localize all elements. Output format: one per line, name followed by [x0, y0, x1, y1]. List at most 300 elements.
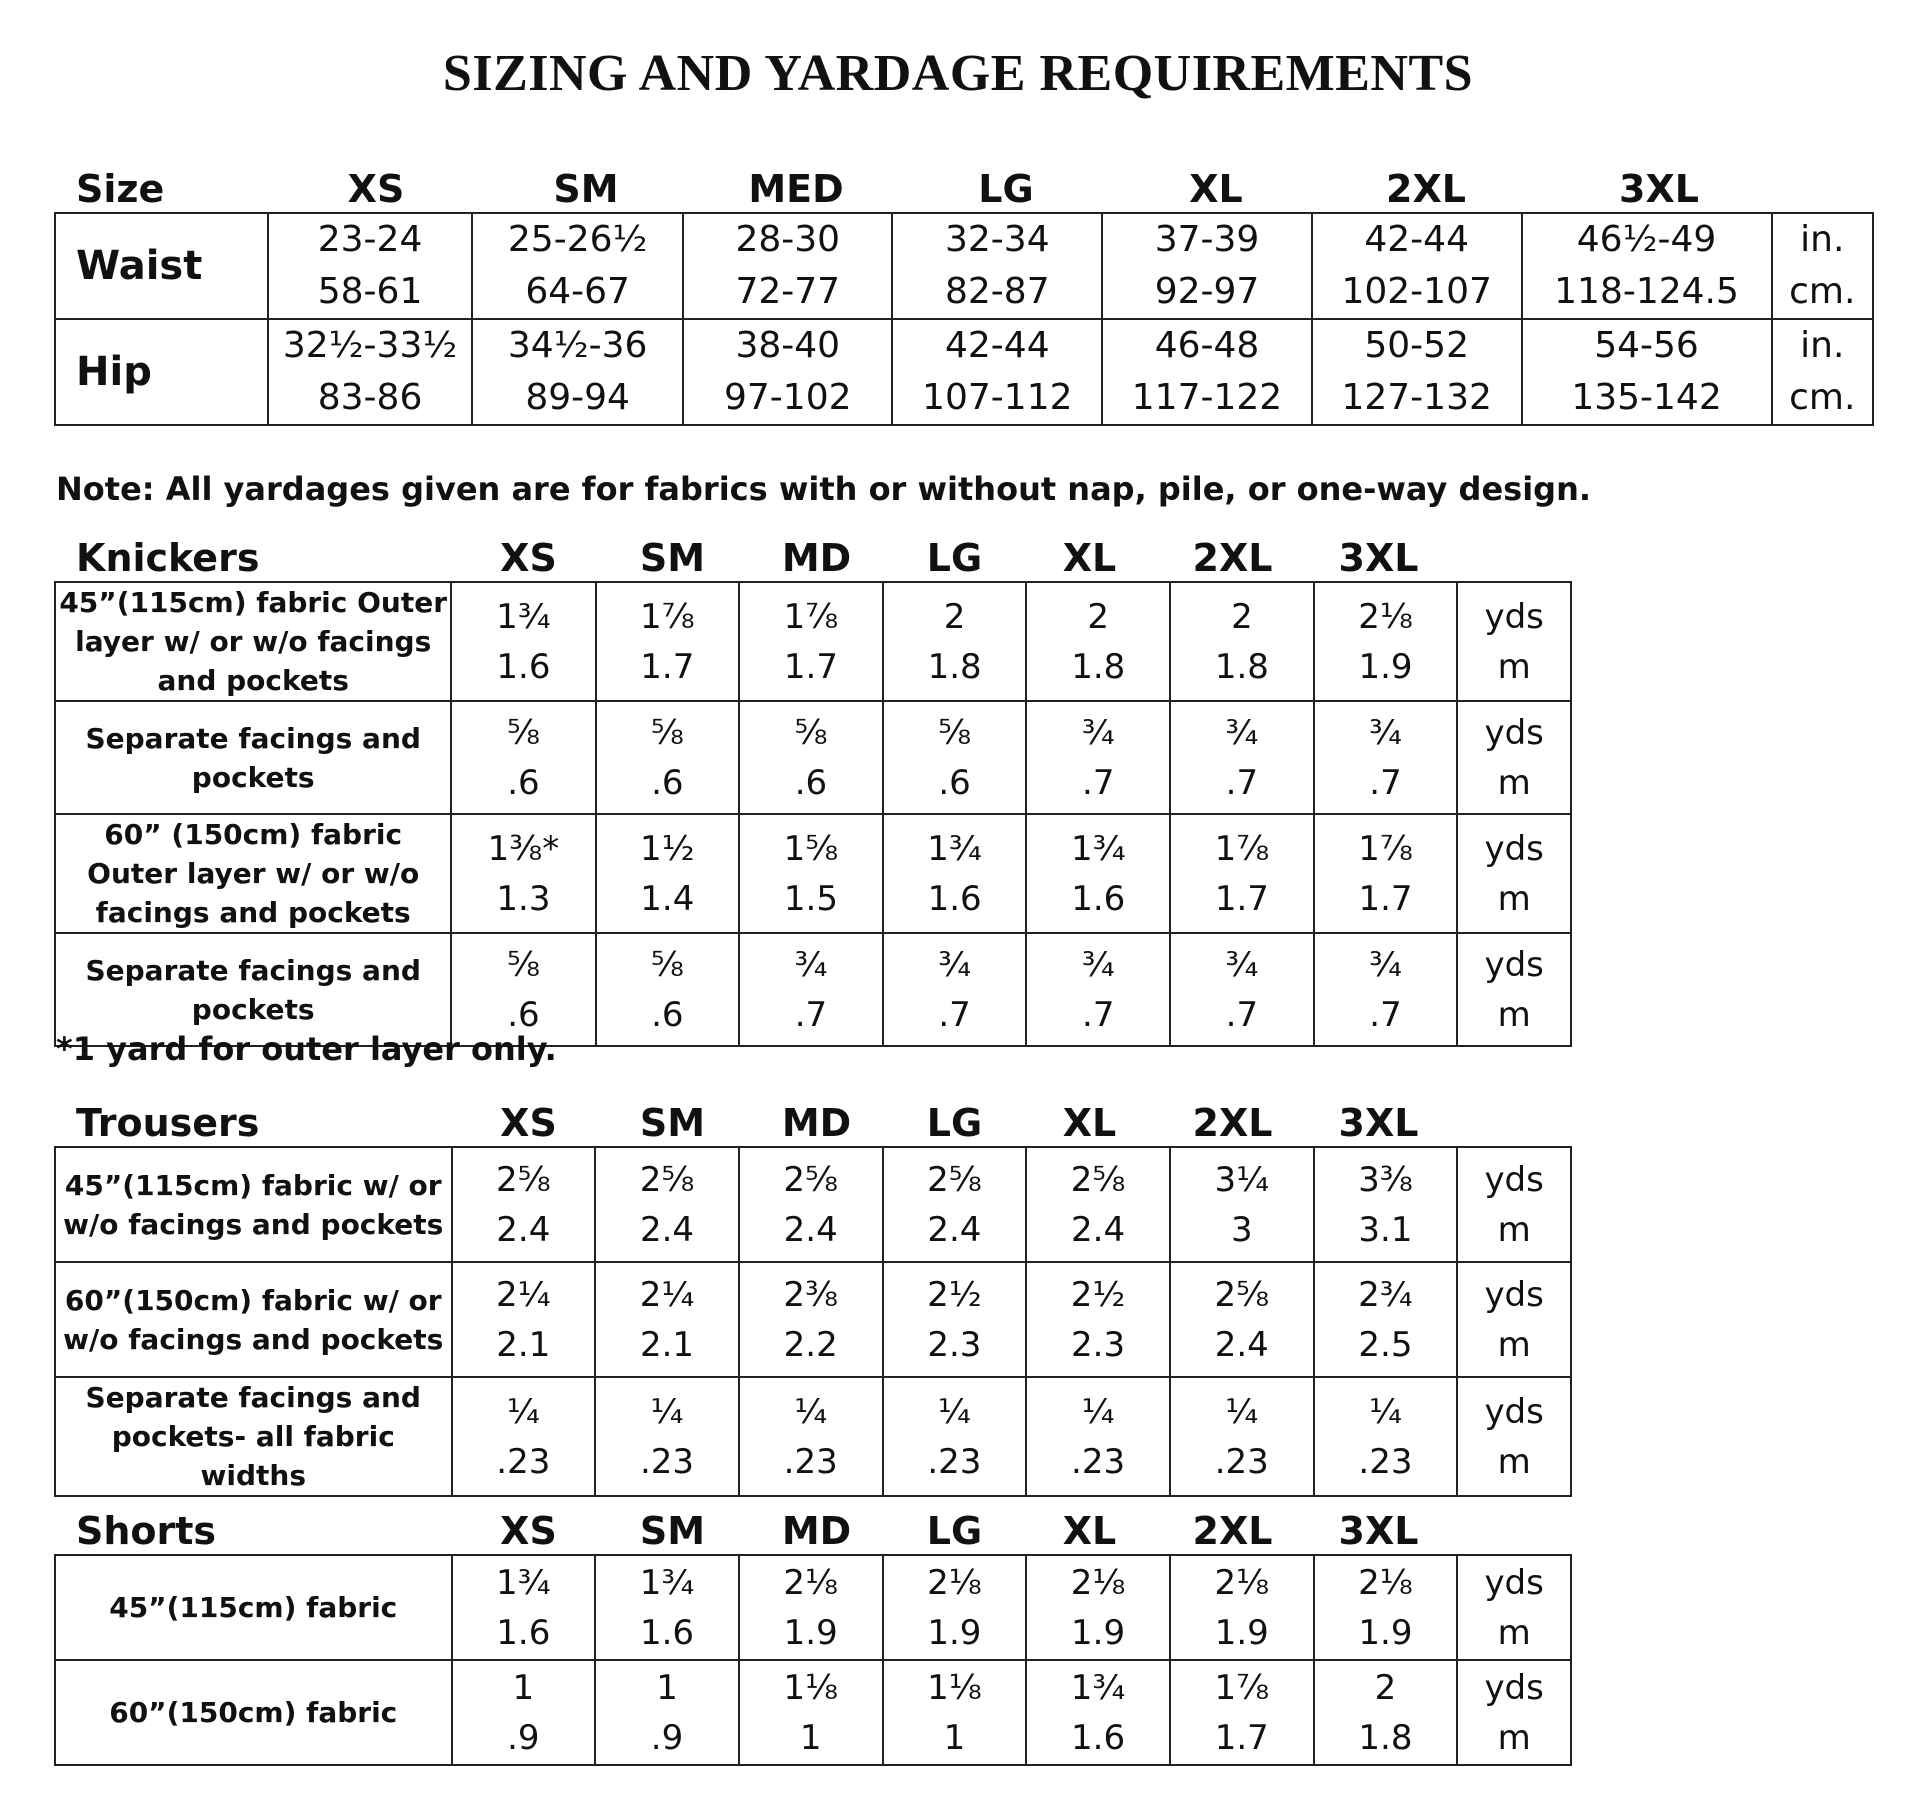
yards-value: ¾	[794, 944, 828, 985]
trousers-row-description: Separate facings and pockets- all fabric widths	[55, 1377, 452, 1496]
knickers-size-header: SM	[639, 536, 706, 580]
meters-value: 1.6	[927, 878, 982, 919]
trousers-label: Trousers	[76, 1101, 260, 1145]
meters-value: .7	[1082, 762, 1115, 803]
meters-value: .6	[507, 762, 540, 803]
page-title: SIZING AND YARDAGE REQUIREMENTS	[442, 45, 1474, 102]
unit-m: m	[1497, 878, 1531, 919]
unit-yds: yds	[1484, 1274, 1544, 1315]
sizing-cell: 58-61	[268, 266, 472, 319]
yards-value: 1⅞	[1358, 828, 1413, 869]
shorts-size-header: XL	[1062, 1509, 1117, 1553]
shorts-size-header: XS	[500, 1509, 557, 1553]
meters-value: 1.6	[496, 646, 551, 687]
knickers-unit-cell	[1457, 701, 1571, 814]
trousers-cell	[1170, 1377, 1314, 1496]
knickers-cell	[1314, 701, 1458, 814]
trousers-row	[55, 1262, 1571, 1377]
trousers-cell	[1170, 1147, 1314, 1262]
yards-value: ¾	[1369, 712, 1402, 753]
knickers-cell	[883, 582, 1027, 701]
knickers-cell	[883, 814, 1027, 933]
unit-m: m	[1497, 646, 1531, 687]
trousers-header	[54, 1097, 1574, 1149]
sizing-table	[54, 212, 1874, 426]
shorts-size-header: MD	[781, 1509, 852, 1553]
size-header-label: Size	[76, 167, 165, 211]
meters-value: .6	[651, 994, 684, 1035]
meters-value: .23	[639, 1441, 695, 1482]
trousers-unit-cell	[1457, 1377, 1571, 1496]
yards-value: 2	[1374, 1667, 1397, 1708]
unit-yds: yds	[1484, 712, 1544, 753]
shorts-row	[55, 1555, 1571, 1660]
sizing-cell: 38-40	[683, 319, 892, 372]
unit-m: m	[1497, 1324, 1531, 1365]
sizing-cell: 42-44	[892, 319, 1102, 372]
yards-value: 2⅛	[783, 1562, 839, 1603]
yards-value: 1½	[640, 828, 695, 869]
unit-m: m	[1497, 1209, 1531, 1250]
knickers-cell	[739, 933, 883, 1046]
sizing-row-label: Hip	[55, 319, 268, 425]
trousers-cell	[595, 1262, 739, 1377]
meters-value: 1.8	[927, 646, 982, 687]
yards-value: 1⅞	[1214, 1667, 1270, 1708]
knickers-label: Knickers	[76, 536, 260, 580]
sizing-cell: 50-52	[1312, 319, 1522, 372]
meters-value: 3.1	[1358, 1209, 1413, 1250]
yardage-note: Note: All yardages given are for fabrics with or without nap, pile, or one-way design.	[56, 470, 1591, 508]
knickers-footnote: *1 yard for outer layer only.	[56, 1030, 557, 1068]
sizing-cell: 117-122	[1102, 372, 1312, 425]
meters-value: 1.6	[1071, 878, 1126, 919]
shorts-size-header: 2XL	[1192, 1509, 1273, 1553]
knickers-cell	[1314, 814, 1458, 933]
yards-value: 1¾	[927, 828, 982, 869]
yards-value: 1⅛	[783, 1667, 839, 1708]
yards-value: 1	[512, 1667, 535, 1708]
knickers-row	[55, 814, 1571, 933]
meters-value: 2.4	[639, 1209, 695, 1250]
meters-value: 1.3	[496, 878, 551, 919]
shorts-cell	[1314, 1555, 1458, 1660]
knickers-unit-cell	[1457, 814, 1571, 933]
meters-value: 1.4	[640, 878, 695, 919]
knickers-cell	[739, 701, 883, 814]
trousers-cell	[1314, 1262, 1458, 1377]
knickers-cell	[596, 701, 740, 814]
knickers-cell	[596, 933, 740, 1046]
meters-value: .6	[651, 762, 684, 803]
meters-value: .23	[1214, 1441, 1269, 1482]
yards-value: 2⅛	[1214, 1562, 1270, 1603]
knickers-cell	[1314, 582, 1458, 701]
sizing-cell: 46½-49	[1522, 213, 1772, 266]
yards-value: 2½	[927, 1274, 982, 1315]
meters-value: 1.9	[927, 1612, 982, 1653]
knickers-size-header: 2XL	[1192, 536, 1273, 580]
trousers-size-header: SM	[639, 1101, 706, 1145]
trousers-table	[54, 1146, 1572, 1497]
meters-value: .7	[1225, 994, 1259, 1035]
yards-value: 2¼	[496, 1274, 551, 1315]
meters-value: 2.4	[1071, 1209, 1126, 1250]
yards-value: ¼	[506, 1391, 540, 1432]
sizing-cell: 127-132	[1312, 372, 1522, 425]
trousers-cell	[1314, 1147, 1458, 1262]
unit-m: m	[1497, 1441, 1531, 1482]
meters-value: .6	[794, 762, 828, 803]
knickers-row	[55, 582, 1571, 701]
meters-value: 1.8	[1214, 646, 1269, 687]
yards-value: ⅝	[506, 712, 540, 753]
sizing-row-label: Waist	[55, 213, 268, 319]
meters-value: 2.1	[639, 1324, 695, 1365]
shorts-cell	[739, 1660, 883, 1765]
sizing-cell: 118-124.5	[1522, 266, 1772, 319]
shorts-cell	[1170, 1660, 1314, 1765]
knickers-cell	[883, 701, 1027, 814]
sizing-cell: 82-87	[892, 266, 1102, 319]
yards-value: 2⅛	[1358, 1562, 1413, 1603]
trousers-size-header: XL	[1062, 1101, 1117, 1145]
yards-value: 1⅝	[783, 828, 839, 869]
knickers-cell	[596, 582, 740, 701]
meters-value: 1.7	[783, 646, 838, 687]
yards-value: 1	[656, 1667, 678, 1708]
meters-value: .23	[783, 1441, 838, 1482]
shorts-cell	[1026, 1660, 1170, 1765]
meters-value: 1	[799, 1717, 822, 1758]
meters-value: 1.6	[496, 1612, 551, 1653]
meters-value: 1.9	[1071, 1612, 1126, 1653]
yards-value: 2⅝	[783, 1159, 839, 1200]
yards-value: 1⅛	[927, 1667, 982, 1708]
knickers-row-description: 45”(115cm) fabric Outer layer w/ or w/o facings and pockets	[55, 582, 451, 701]
meters-value: .23	[927, 1441, 982, 1482]
yards-value: ¼	[1225, 1391, 1259, 1432]
shorts-cell	[1026, 1555, 1170, 1660]
shorts-cell	[883, 1555, 1027, 1660]
shorts-cell	[883, 1660, 1027, 1765]
meters-value: .7	[794, 994, 828, 1035]
meters-value: 1.9	[783, 1612, 838, 1653]
trousers-cell	[452, 1147, 596, 1262]
knickers-cell	[883, 933, 1027, 1046]
size-sm: SM	[553, 167, 619, 211]
sizing-cell: 37-39	[1102, 213, 1312, 266]
meters-value: 2.4	[783, 1209, 838, 1250]
knickers-size-header: 3XL	[1338, 536, 1419, 580]
shorts-row-description: 60”(150cm) fabric	[55, 1660, 452, 1765]
knickers-size-header: LG	[926, 536, 983, 580]
meters-value: .9	[650, 1717, 684, 1758]
yards-value: 1¾	[1070, 1667, 1126, 1708]
knickers-cell	[451, 582, 595, 701]
meters-value: .7	[1082, 994, 1115, 1035]
meters-value: .6	[507, 994, 540, 1035]
meters-value: .7	[938, 994, 971, 1035]
unit-yds: yds	[1484, 596, 1544, 637]
shorts-cell	[739, 1555, 883, 1660]
knickers-cell	[1314, 933, 1458, 1046]
meters-value: 2.4	[1214, 1324, 1269, 1365]
yards-value: 3¼	[1214, 1159, 1270, 1200]
meters-value: 2.2	[783, 1324, 838, 1365]
sizing-row-hip-cm	[55, 372, 1873, 425]
shorts-row	[55, 1660, 1571, 1765]
yards-value: 2⅛	[927, 1562, 982, 1603]
shorts-unit-cell	[1457, 1555, 1571, 1660]
trousers-size-header: LG	[926, 1101, 983, 1145]
yards-value: ¼	[1368, 1391, 1402, 1432]
meters-value: 1.6	[1071, 1717, 1126, 1758]
sizing-cell: 83-86	[268, 372, 472, 425]
trousers-cell	[739, 1377, 883, 1496]
meters-value: 2.5	[1358, 1324, 1413, 1365]
knickers-row	[55, 701, 1571, 814]
sizing-cell: 97-102	[683, 372, 892, 425]
meters-value: 1	[943, 1717, 966, 1758]
unit-label: in.	[1772, 319, 1873, 372]
yards-value: 1¾	[1070, 828, 1126, 869]
yards-value: 2⅛	[1358, 596, 1413, 637]
trousers-cell	[452, 1262, 596, 1377]
unit-yds: yds	[1484, 944, 1544, 985]
knickers-cell	[1170, 701, 1314, 814]
yards-value: ⅝	[938, 712, 972, 753]
knickers-cell	[1170, 814, 1314, 933]
trousers-cell	[452, 1377, 596, 1496]
meters-value: 3	[1230, 1209, 1253, 1250]
sizing-cell: 34½-36	[472, 319, 683, 372]
yards-value: 3⅜	[1358, 1159, 1413, 1200]
shorts-cell	[595, 1660, 739, 1765]
trousers-cell	[595, 1147, 739, 1262]
yards-value: 2⅝	[927, 1159, 982, 1200]
knickers-row-description: Separate facings and pockets	[55, 701, 451, 814]
knickers-size-header: MD	[781, 536, 852, 580]
yards-value: 2	[943, 596, 966, 637]
knickers-size-header: XL	[1062, 536, 1117, 580]
knickers-cell	[739, 582, 883, 701]
knickers-cell	[1170, 933, 1314, 1046]
meters-value: 1.7	[1358, 878, 1413, 919]
knickers-cell	[1026, 582, 1170, 701]
size-lg: LG	[978, 167, 1034, 211]
knickers-header	[54, 532, 1574, 584]
yards-value: 1⅞	[640, 596, 695, 637]
yards-value: 1¾	[496, 1562, 551, 1603]
size-xl: XL	[1189, 167, 1243, 211]
meters-value: .7	[1225, 762, 1259, 803]
yards-value: ¼	[650, 1391, 684, 1432]
unit-m: m	[1497, 1612, 1531, 1653]
yards-value: ¾	[1225, 944, 1259, 985]
yards-value: ⅝	[794, 712, 828, 753]
meters-value: .6	[938, 762, 971, 803]
meters-value: 2.3	[927, 1324, 982, 1365]
yards-value: ¾	[1081, 944, 1115, 985]
yards-value: 1⅞	[783, 596, 839, 637]
trousers-cell	[883, 1262, 1027, 1377]
shorts-cell	[1170, 1555, 1314, 1660]
sizing-cell: 25-26½	[472, 213, 683, 266]
yards-value: 2	[1231, 596, 1253, 637]
unit-m: m	[1497, 1717, 1531, 1758]
yards-value: 2¾	[1358, 1274, 1413, 1315]
trousers-cell	[739, 1147, 883, 1262]
yards-value: 2⅝	[496, 1159, 551, 1200]
yards-value: ¾	[938, 944, 972, 985]
shorts-size-header: LG	[926, 1509, 983, 1553]
size-xs: XS	[347, 167, 405, 211]
trousers-row	[55, 1147, 1571, 1262]
yards-value: 2⅝	[1070, 1159, 1126, 1200]
unit-m: m	[1497, 994, 1531, 1035]
trousers-row-description: 60”(150cm) fabric w/ or w/o facings and pockets	[55, 1262, 452, 1377]
yards-value: 2⅜	[783, 1274, 839, 1315]
meters-value: 1.9	[1358, 646, 1413, 687]
yards-value: 2¼	[639, 1274, 695, 1315]
shorts-cell	[595, 1555, 739, 1660]
yards-value: ⅝	[650, 712, 684, 753]
shorts-unit-cell	[1457, 1660, 1571, 1765]
unit-m: m	[1497, 762, 1531, 803]
yards-value: ¼	[937, 1391, 971, 1432]
meters-value: 2.4	[927, 1209, 982, 1250]
sizing-cell: 32-34	[892, 213, 1102, 266]
yards-value: 2⅝	[639, 1159, 695, 1200]
sizing-cell: 135-142	[1522, 372, 1772, 425]
sizing-cell: 42-44	[1312, 213, 1522, 266]
unit-yds: yds	[1484, 1159, 1544, 1200]
unit-yds: yds	[1484, 1562, 1544, 1603]
shorts-cell	[452, 1555, 596, 1660]
sizing-cell: 107-112	[892, 372, 1102, 425]
sizing-cell: 102-107	[1312, 266, 1522, 319]
sizing-cell: 72-77	[683, 266, 892, 319]
yards-value: ⅝	[650, 944, 684, 985]
meters-value: .9	[507, 1717, 540, 1758]
trousers-size-header: 2XL	[1192, 1101, 1273, 1145]
knickers-size-header: XS	[500, 536, 557, 580]
meters-value: 2.3	[1071, 1324, 1126, 1365]
knickers-cell	[1170, 582, 1314, 701]
trousers-row	[55, 1377, 1571, 1496]
yards-value: 1¾	[496, 596, 551, 637]
meters-value: 2.1	[496, 1324, 551, 1365]
unit-label: in.	[1772, 213, 1873, 266]
knickers-cell	[739, 814, 883, 933]
sizing-cell: 64-67	[472, 266, 683, 319]
trousers-cell	[883, 1147, 1027, 1262]
trousers-cell	[1026, 1377, 1170, 1496]
shorts-cell	[452, 1660, 596, 1765]
trousers-cell	[1026, 1147, 1170, 1262]
shorts-header	[54, 1505, 1574, 1557]
unit-label: cm.	[1772, 266, 1873, 319]
trousers-cell	[1314, 1377, 1458, 1496]
meters-value: .7	[1369, 762, 1402, 803]
shorts-size-header: 3XL	[1338, 1509, 1419, 1553]
knickers-cell	[1026, 701, 1170, 814]
meters-value: .23	[496, 1441, 551, 1482]
size-3xl: 3XL	[1619, 167, 1699, 211]
unit-yds: yds	[1484, 1391, 1544, 1432]
trousers-unit-cell	[1457, 1147, 1571, 1262]
yards-value: 1⅜*	[487, 828, 560, 869]
meters-value: .23	[1071, 1441, 1126, 1482]
meters-value: 1.8	[1358, 1717, 1413, 1758]
sizing-cell: 32½-33½	[268, 319, 472, 372]
yards-value: 2½	[1070, 1274, 1126, 1315]
yards-value: 1⅞	[1214, 828, 1270, 869]
knickers-cell	[596, 814, 740, 933]
yards-value: ¾	[1081, 712, 1115, 753]
knickers-cell	[451, 701, 595, 814]
trousers-cell	[1170, 1262, 1314, 1377]
size-med: MED	[748, 167, 844, 211]
sizing-cell: 89-94	[472, 372, 683, 425]
shorts-size-header: SM	[639, 1509, 706, 1553]
unit-yds: yds	[1484, 1667, 1544, 1708]
size-2xl: 2XL	[1386, 167, 1466, 211]
knickers-unit-cell	[1457, 582, 1571, 701]
shorts-label: Shorts	[76, 1509, 217, 1553]
trousers-cell	[595, 1377, 739, 1496]
knickers-cell	[1026, 814, 1170, 933]
yards-value: ¼	[1081, 1391, 1115, 1432]
shorts-row-description: 45”(115cm) fabric	[55, 1555, 452, 1660]
trousers-row-description: 45”(115cm) fabric w/ or w/o facings and pockets	[55, 1147, 452, 1262]
knickers-table	[54, 581, 1572, 1047]
sizing-row-hip-in	[55, 319, 1873, 372]
trousers-size-header: 3XL	[1338, 1101, 1419, 1145]
knickers-row-description: Separate facings and pockets	[55, 933, 451, 1046]
meters-value: 2.4	[496, 1209, 551, 1250]
knickers-cell	[1026, 933, 1170, 1046]
sizing-cell: 23-24	[268, 213, 472, 266]
meters-value: 1.7	[640, 646, 695, 687]
sizing-cell: 54-56	[1522, 319, 1772, 372]
sizing-row-waist-cm	[55, 266, 1873, 319]
meters-value: 1.8	[1071, 646, 1126, 687]
sizing-cell: 28-30	[683, 213, 892, 266]
yards-value: 2⅝	[1214, 1274, 1270, 1315]
knickers-unit-cell	[1457, 933, 1571, 1046]
yards-value: ⅝	[506, 944, 540, 985]
trousers-unit-cell	[1457, 1262, 1571, 1377]
meters-value: .7	[1369, 994, 1402, 1035]
sizing-header	[54, 164, 1874, 214]
unit-yds: yds	[1484, 828, 1544, 869]
yards-value: ¾	[1225, 712, 1259, 753]
trousers-cell	[883, 1377, 1027, 1496]
meters-value: 1.5	[783, 878, 838, 919]
meters-value: .23	[1358, 1441, 1413, 1482]
yards-value: 1¾	[639, 1562, 695, 1603]
meters-value: 1.9	[1358, 1612, 1413, 1653]
trousers-size-header: XS	[500, 1101, 557, 1145]
knickers-cell	[451, 814, 595, 933]
sizing-cell: 92-97	[1102, 266, 1312, 319]
unit-label: cm.	[1772, 372, 1873, 425]
sizing-row-waist-in	[55, 213, 1873, 266]
shorts-cell	[1314, 1660, 1458, 1765]
yards-value: ¼	[794, 1391, 828, 1432]
